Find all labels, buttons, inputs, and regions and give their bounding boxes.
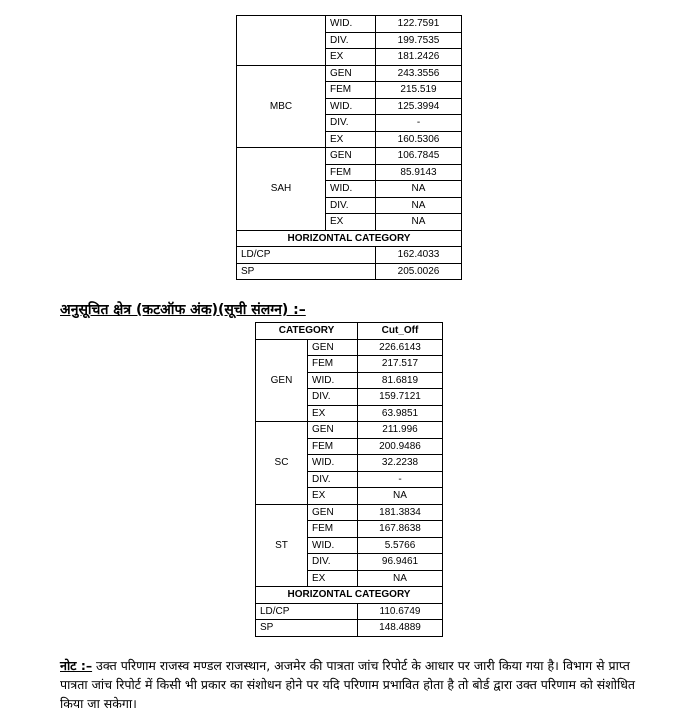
table-row: [237, 247, 462, 264]
cutoff-value-cell: 81.6819: [358, 372, 443, 389]
table-row: [256, 422, 443, 439]
cutoff-value-cell: 110.6749: [358, 603, 443, 620]
table-row: [256, 504, 443, 521]
table-row: [237, 230, 462, 247]
cutoff-value-cell: 32.2238: [358, 455, 443, 472]
cutoff-value-cell: 181.3834: [358, 504, 443, 521]
cutoff-value-cell: NA: [358, 570, 443, 587]
cutoff-value-cell: 181.2426: [376, 49, 462, 66]
cutoff-value-cell: 160.5306: [376, 131, 462, 148]
table-row: [237, 148, 462, 165]
cutoff-value-cell: 96.9461: [358, 554, 443, 571]
sub-category-cell: FEM: [308, 521, 358, 538]
sub-category-cell: WID.: [326, 181, 376, 198]
table-row: [237, 16, 462, 33]
cutoff-value-cell: 243.3556: [376, 65, 462, 82]
note-label: नोट :–: [60, 658, 93, 673]
sub-category-cell: DIV.: [326, 197, 376, 214]
cutoff-value-cell: 5.5766: [358, 537, 443, 554]
table-row: [256, 620, 443, 637]
horizontal-category-name: SP: [237, 263, 376, 280]
table-row: [256, 587, 443, 604]
sub-category-cell: GEN: [308, 339, 358, 356]
cutoff-value-cell: 205.0026: [376, 263, 462, 280]
horizontal-category-name: SP: [256, 620, 358, 637]
group-cell-sah: SAH: [237, 148, 326, 231]
sub-category-cell: DIV.: [308, 389, 358, 406]
sub-category-cell: EX: [326, 214, 376, 231]
section-heading: अनुसूचित क्षेत्र (कटऑफ अंक)(सूची संलग्न) :–: [60, 302, 306, 318]
sub-category-cell: DIV.: [326, 115, 376, 132]
group-cell-mbc: MBC: [237, 65, 326, 148]
group-cell-st: ST: [256, 504, 308, 587]
cutoff-value-cell: 122.7591: [376, 16, 462, 33]
sub-category-cell: WID.: [326, 16, 376, 33]
cutoff-value-cell: 217.517: [358, 356, 443, 373]
cutoff-value-cell: 162.4033: [376, 247, 462, 264]
sub-category-cell: WID.: [308, 537, 358, 554]
cutoff-value-cell: 125.3994: [376, 98, 462, 115]
horizontal-category-header: HORIZONTAL CATEGORY: [256, 587, 443, 604]
cutoff-value-cell: 200.9486: [358, 438, 443, 455]
horizontal-category-header: HORIZONTAL CATEGORY: [237, 230, 462, 247]
note-text: उक्त परिणाम राजस्व मण्डल राजस्थान, अजमेर की पात्रता जांच रिपोर्ट के आधार पर जारी किया गया है। विभाग से प्राप्त पात्रता जांच रिपोर्ट में किसी भी प्रकार का संशोधन होने पर यदि परिणाम प्रभावित होता है तो बोर्ड द्वारा उक्त परिणाम को संशोधित किया जा सकेगा।: [60, 658, 636, 711]
cutoff-value-cell: 63.9851: [358, 405, 443, 422]
cutoff-value-cell: 226.6143: [358, 339, 443, 356]
sub-category-cell: EX: [308, 570, 358, 587]
table-row: [256, 603, 443, 620]
sub-category-cell: FEM: [326, 164, 376, 181]
cutoff-value-cell: NA: [376, 214, 462, 231]
sub-category-cell: EX: [308, 488, 358, 505]
cutoff-value-cell: 106.7845: [376, 148, 462, 165]
sub-category-cell: DIV.: [326, 32, 376, 49]
sub-category-cell: EX: [326, 131, 376, 148]
sub-category-cell: FEM: [308, 438, 358, 455]
horizontal-category-name: LD/CP: [237, 247, 376, 264]
cutoff-value-cell: NA: [376, 197, 462, 214]
sub-category-cell: GEN: [326, 65, 376, 82]
cutoff-value-cell: 159.7121: [358, 389, 443, 406]
horizontal-category-name: LD/CP: [256, 603, 358, 620]
cutoff-value-cell: 148.4889: [358, 620, 443, 637]
sub-category-cell: FEM: [326, 82, 376, 99]
group-cell-gen: GEN: [256, 339, 308, 422]
sub-category-cell: EX: [326, 49, 376, 66]
sub-category-cell: EX: [308, 405, 358, 422]
group-cell-sc: SC: [256, 422, 308, 505]
table-row: [237, 263, 462, 280]
cutoff-value-cell: 167.8638: [358, 521, 443, 538]
sub-category-cell: FEM: [308, 356, 358, 373]
sub-category-cell: WID.: [308, 455, 358, 472]
cutoff-table-continued: [236, 15, 462, 280]
group-cell-blank: [237, 16, 326, 66]
table-header-row: [256, 323, 443, 340]
sub-category-cell: GEN: [326, 148, 376, 165]
sub-category-cell: DIV.: [308, 554, 358, 571]
table-row: [256, 339, 443, 356]
sub-category-cell: GEN: [308, 422, 358, 439]
sub-category-cell: WID.: [326, 98, 376, 115]
category-column-header: CATEGORY: [256, 323, 358, 340]
table-row: [237, 65, 462, 82]
cutoff-value-cell: 199.7535: [376, 32, 462, 49]
cutoff-value-cell: 211.996: [358, 422, 443, 439]
cutoff-value-cell: -: [376, 115, 462, 132]
scheduled-area-cutoff-table: [255, 322, 443, 637]
sub-category-cell: GEN: [308, 504, 358, 521]
cutoff-value-cell: 215.519: [376, 82, 462, 99]
sub-category-cell: DIV.: [308, 471, 358, 488]
cutoff-value-cell: NA: [358, 488, 443, 505]
note-paragraph: [60, 656, 642, 713]
cutoff-value-cell: 85.9143: [376, 164, 462, 181]
sub-category-cell: WID.: [308, 372, 358, 389]
cutoff-value-cell: -: [358, 471, 443, 488]
cutoff-column-header: Cut_Off: [358, 323, 443, 340]
cutoff-value-cell: NA: [376, 181, 462, 198]
